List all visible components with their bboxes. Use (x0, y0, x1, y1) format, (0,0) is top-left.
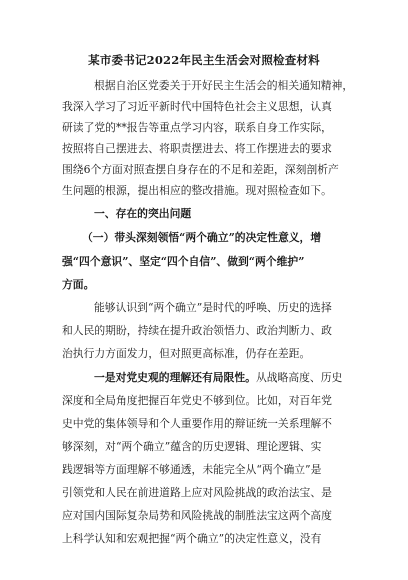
paragraph-line: 应对国内国际复杂局势和风险挑战的制胜法宝这两个高度 (62, 509, 332, 522)
paragraph-line: 研读了党的**报告等重点学习内容，联系自身工作实际， (62, 121, 332, 134)
paragraph-line: 生问题的根源，提出相应的整改措施。现对照检查如下。 (62, 184, 332, 197)
paragraph-line: 和人民的期盼，持续在提升政治领悟力、政治判断力、政 (62, 324, 332, 337)
paragraph-line: 我深入学习了习近平新时代中国特色社会主义思想，认真 (62, 100, 332, 113)
document-title: 某市委书记2022年民主生活会对照检查材料 (88, 53, 320, 67)
subsection-heading-line: （一）带头深刻领悟“两个确立”的决定性意义，增 (82, 231, 322, 244)
subsection-heading-line: 方面。 (62, 278, 95, 291)
paragraph-line: 史中党的集体领导和个人重要作用的辩证统一关系理解不 (62, 417, 332, 430)
paragraph-line: 践逻辑等方面理解不够通透，未能完全从“两个确立”是 (62, 463, 322, 476)
paragraph-text: 从战略高度、历史 (255, 371, 343, 384)
paragraph-line: 引领党和人民在前进道路上应对风险挑战的政治法宝、是 (62, 486, 332, 499)
section-heading: 一、存在的突出问题 (94, 207, 192, 220)
paragraph-line: 围绕6个方面对照查摆自身存在的不足和差距，深刻剖析产 (62, 163, 339, 176)
paragraph-line-mixed (0, 372, 408, 384)
paragraph-line: 根据自治区党委关于开好民主生活会的相关通知精神， (94, 79, 354, 92)
paragraph-line: 深度和全局角度把握百年党史不够到位。比如，对百年党 (62, 394, 332, 407)
paragraph-line: 按照将自己摆进去、将职责摆进去、将工作摆进去的要求 (62, 142, 332, 155)
paragraph-line: 够深刻，对“两个确立”蕴含的历史逻辑、理论逻辑、实 (62, 440, 322, 453)
paragraph-line: 上科学认知和宏观把握“两个确立”的决定性意义，没有 (62, 532, 322, 545)
bold-lead-in: 一是对党史观的理解还有局限性。 (94, 371, 256, 384)
subsection-heading-line: 强“四个意识”、坚定“四个自信”、做到“两个维护” (62, 255, 305, 268)
paragraph-line: 治执行力方面发力，但对照更高标准，仍存在差距。 (62, 347, 311, 360)
paragraph-line: 能够认识到“两个确立”是时代的呼唤、历史的选择 (94, 301, 332, 314)
